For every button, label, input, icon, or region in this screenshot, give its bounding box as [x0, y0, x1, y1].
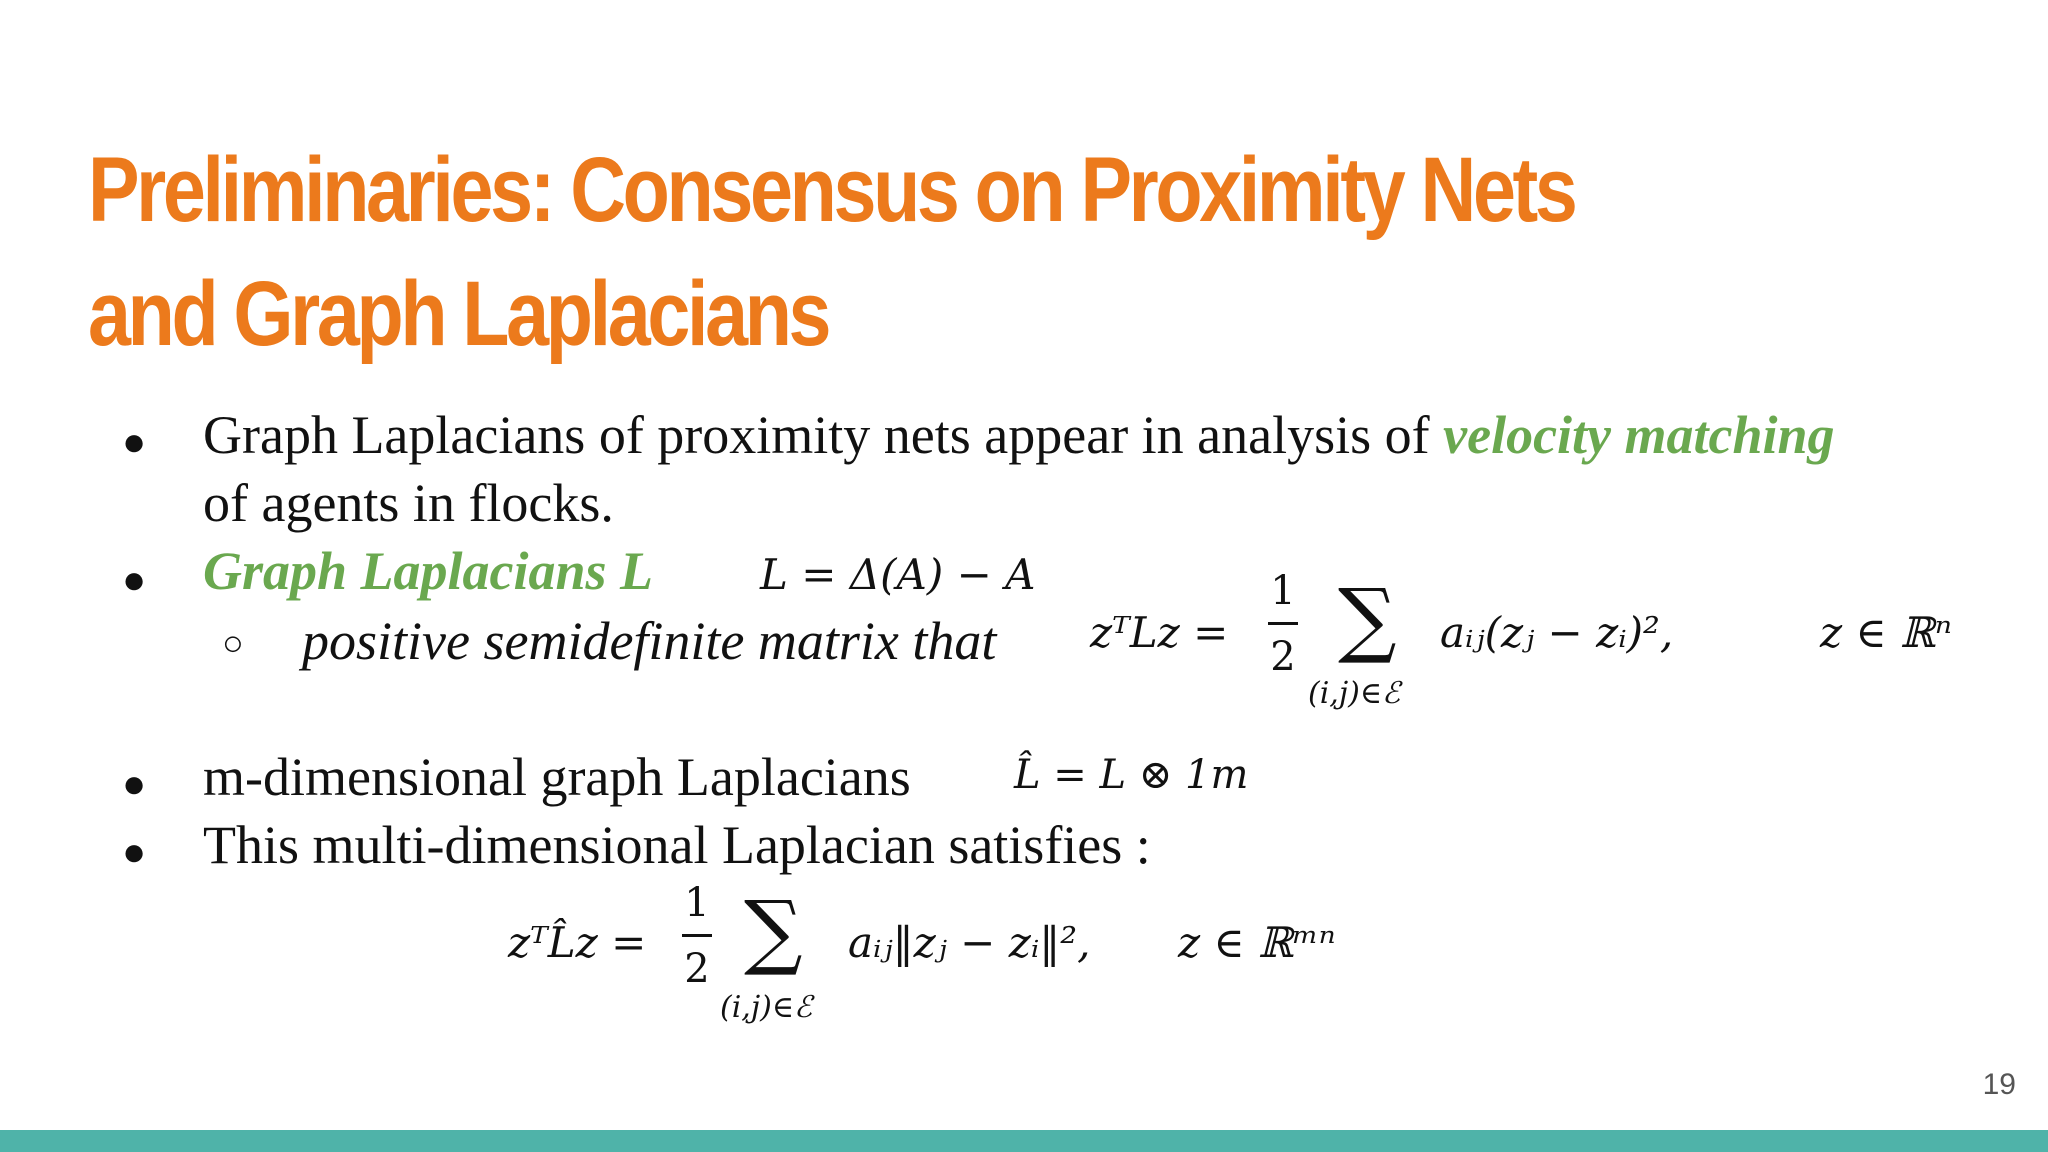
footer-bar	[0, 1130, 2048, 1152]
eq2-numerator: 1	[684, 880, 710, 926]
eq1-rhs: aᵢⱼ(zⱼ − zᵢ)²,	[1440, 608, 1674, 657]
eq1-fraction-bar	[1268, 622, 1298, 625]
eq2-fraction-bar	[682, 934, 712, 937]
page-number: 19	[1982, 1068, 2016, 1101]
eq1-lhs: zᵀLz =	[1090, 608, 1229, 657]
bullet-1-continuation: of agents in flocks.	[203, 473, 614, 533]
eq2-rhs: aᵢⱼ‖zⱼ − zᵢ‖²,	[848, 918, 1091, 967]
laplacian-definition-formula: L = Δ(A) − A	[760, 550, 1036, 599]
bullet-1-text	[203, 404, 1835, 466]
bullet-marker: ●	[122, 829, 147, 874]
eq2-summation-index: (i,j)∈ℰ	[720, 990, 813, 1025]
bullet-marker: ●	[122, 761, 147, 806]
eq1-domain: z ∈ ℝⁿ	[1820, 608, 1952, 657]
bullet-marker: ●	[122, 419, 147, 464]
eq1-numerator: 1	[1270, 568, 1296, 614]
sub-bullet-marker: ○	[222, 623, 244, 663]
eq2-domain: z ∈ ℝᵐⁿ	[1178, 918, 1336, 967]
eq1-summation-index: (i,j)∈ℰ	[1308, 676, 1401, 711]
bullet-3-text: m-dimensional graph Laplacians	[203, 747, 911, 807]
eq1-summation-symbol: ∑	[1338, 572, 1397, 667]
velocity-matching-emphasis: velocity matching	[1443, 405, 1835, 465]
bullet-marker: ●	[122, 557, 147, 602]
eq2-summation-symbol: ∑	[744, 884, 803, 979]
sub-bullet-text: positive semidefinite matrix that	[302, 611, 997, 671]
bullet-4-text: This multi-dimensional Laplacian satisfies :	[203, 815, 1151, 875]
bullet-1-lead: Graph Laplacians of proximity nets appear in analysis of	[203, 405, 1444, 465]
slide-title: Preliminaries: Consensus on Proximity Nets and Graph Laplacians	[88, 139, 1575, 365]
eq2-denominator: 2	[684, 946, 710, 992]
multi-dim-laplacian-formula: L̂ = L ⊗ 1m	[1014, 752, 1249, 798]
eq1-denominator: 2	[1270, 634, 1296, 680]
eq2-lhs: zᵀL̂z =	[508, 918, 647, 967]
graph-laplacians-emphasis: Graph Laplacians L	[203, 541, 654, 601]
